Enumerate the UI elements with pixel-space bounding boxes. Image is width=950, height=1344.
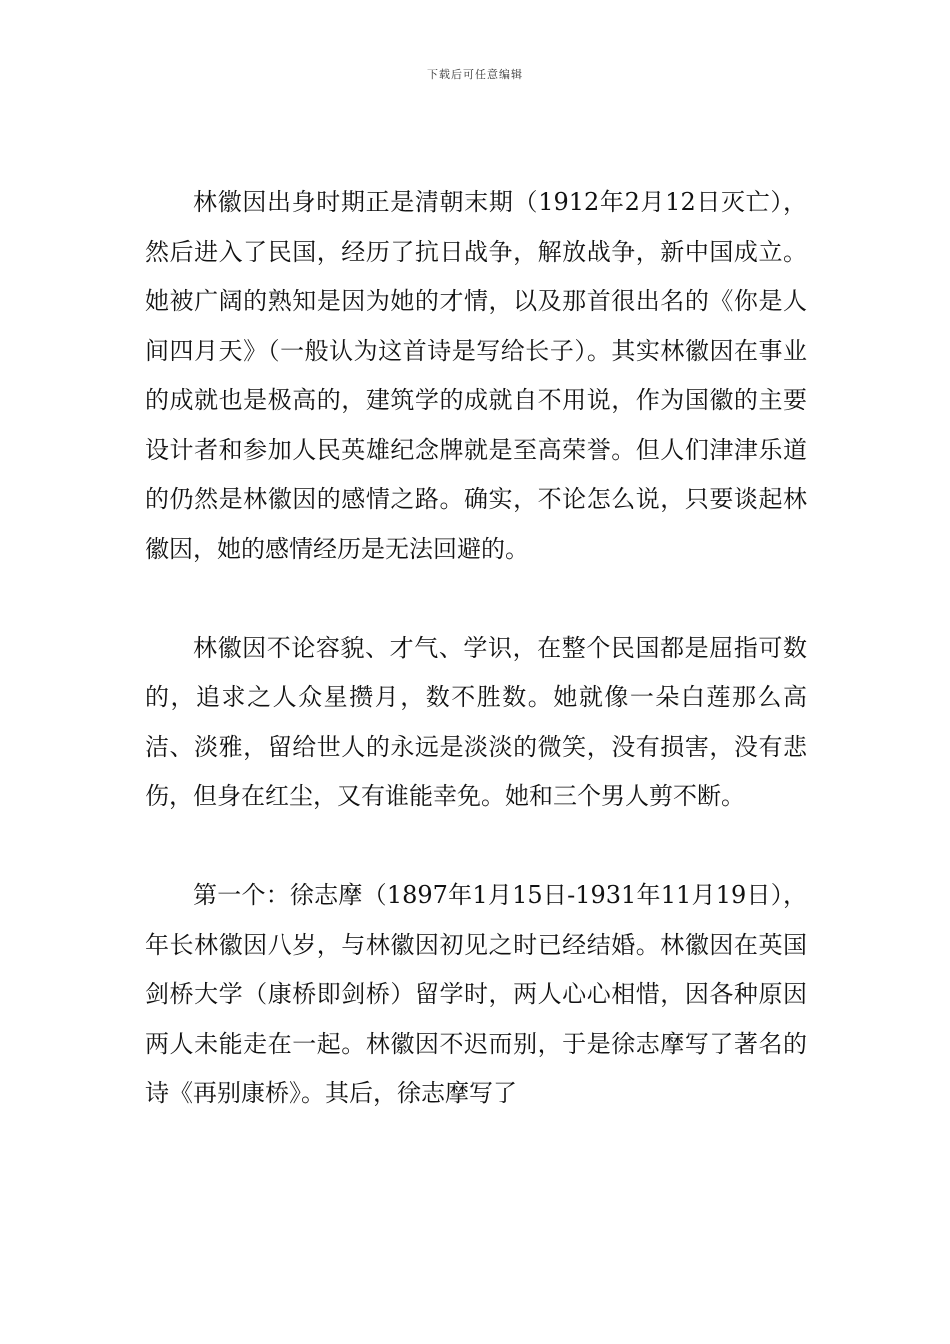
document-body [145, 178, 807, 1168]
page-header: 下载后可任意编辑 [427, 68, 523, 81]
paragraph-2: 林徽因不论容貌、才气、学识，在整个民国都是屈指可数的，追求之人众星攒月，数不胜数。她就像一朵白莲那么高洁、淡雅，留给世人的永远是淡淡的微笑，没有损害，没有悲伤，但身在红尘，又有谁能幸免。她和三个男人剪不断。 [145, 633, 807, 810]
paragraph-1: 林徽因出身时期正是清朝末期（1912年2月12日灭亡），然后进入了民国，经历了抗日战争，解放战争，新中国成立。她被广阔的熟知是因为她的才情，以及那首很出名的《你是人间四月天》（一般认为这首诗是写给长子）。其实林徽因在事业的成就也是极高的，建筑学的成就自不用说，作为国徽的主要设计者和参加人民英雄纪念牌就是至高荣誉。但人们津津乐道的仍然是林徽因的感情之路。确实，不论怎么说，只要谈起林徽因，她的感情经历是无法回避的。 [145, 188, 807, 563]
paragraph-3: 第一个：徐志摩（1897年1月15日-1931年11月19日），年长林徽因八岁，与林徽因初见之时已经结婚。林徽因在英国剑桥大学（康桥即剑桥）留学时，两人心心相惜，因各种原因两人未能走在一起。林徽因不迟而别，于是徐志摩写了著名的诗《再别康桥》。其后，徐志摩写了 [145, 881, 807, 1107]
